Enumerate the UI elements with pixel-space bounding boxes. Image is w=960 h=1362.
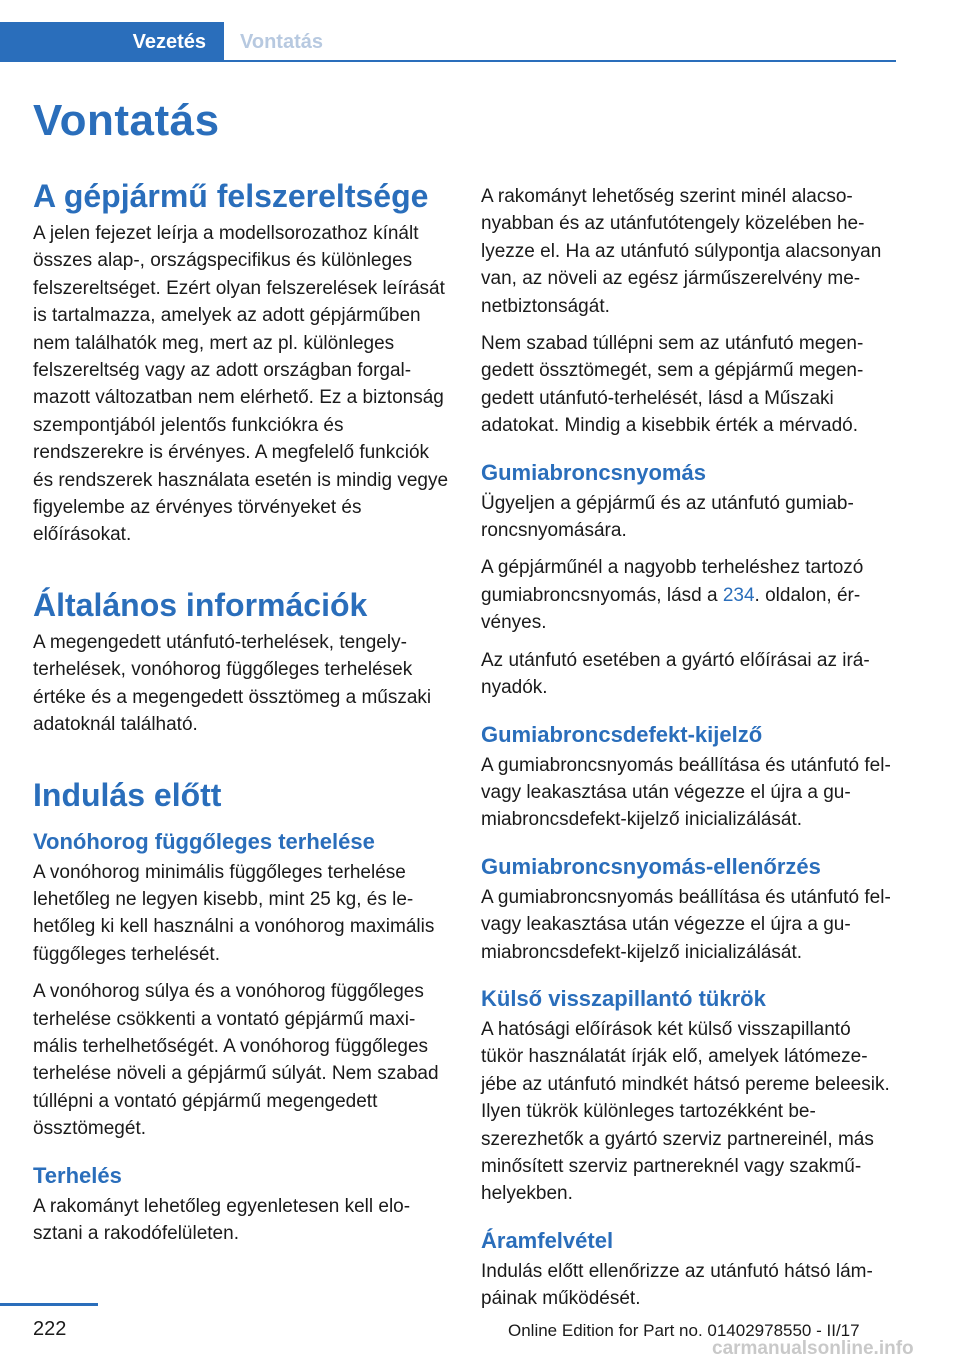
paragraph: A gumiabroncsnyomás beállítása és utánfutó fel- vagy leakasztása után végezze el újra a gumiabroncsdefekt-kijelző inicializálását. (481, 754, 891, 831)
paragraph: Indulás előtt ellenőrizze az utánfutó hátsó lámpáinak működését. (481, 1260, 873, 1310)
watermark: carmanualsonline.info (712, 1338, 914, 1359)
page-reference-link[interactable]: 234 (722, 584, 755, 606)
header-divider (224, 60, 896, 62)
footer-divider (0, 1303, 98, 1306)
section-heading-altalanos: Általános információk (33, 586, 368, 623)
page-header (0, 0, 960, 62)
paragraph: A rakományt lehetőség szerint minél alacsonyabban és az utánfutótengely közelében helyezze el. Ha az utánfutó súlypontja alacsonyan van, az növeli az egész járműszerelvény menetbiztonságát. (481, 186, 882, 317)
section-tab-vontatas[interactable]: Vontatás (240, 30, 323, 53)
paragraph: A hatósági előírások két külső visszapillantó tükör használatát írják elő, amelyek látómezejébe az utánfutó mindkét hátsó pereme beleesik. Ilyen tükrök különleges tartozékként beszerezhetők a gyártó szerviz partnereinél, más minősített szerviz partnereknél vagy szakműhelyekben. (481, 1018, 890, 1205)
chapter-tab-vezetes[interactable]: Vezetés (0, 22, 224, 62)
text-span: . oldalon, érvényes. (481, 584, 861, 634)
section-heading-felszereltseg: A gépjármű felszereltsége (33, 178, 429, 214)
subheading-vonohorog: Vonóhorog függőleges terhelése (33, 828, 375, 854)
paragraph: A vonóhorog súlya és a vonóhorog függőleges terhelése csökkenti a vontató gépjármű maximális terhelhetőségét. A vonóhorog függőleges terhelése növeli a gépjármű súlyát. Nem szabad túllépni a vontató gépjármű megengedett össztömegét. (33, 981, 439, 1140)
section-heading-indulas-elott: Indulás előtt (33, 776, 222, 813)
subheading-nyomas-ellenorzes: Gumiabroncsnyomás-ellenőrzés (481, 853, 821, 879)
paragraph: A jelen fejezet leírja a modellsorozathoz kínált összes alap-, országspecifikus és különleges felszereltséget. Ezért olyan felszerelések leírását is tartalmazza, amelyek az adott gépjárműben nem találhatók meg, mert az pl. különleges felszereltség vagy az adott országban forgalmazott változatban nem elérhető. Ez a biztonság szempontjából jelentős funkciókra és rendszerekre is érvényes. A megfelelő funkciók és rendszerek használata esetén is mindig vegye figyelembe az érvényes törvényeket és előírásokat. (33, 223, 449, 546)
right-column (481, 183, 897, 1323)
left-column (33, 176, 449, 1257)
page-title: Vontatás (33, 96, 220, 145)
paragraph: Ügyeljen a gépjármű és az utánfutó gumiabroncsnyomására. (481, 492, 854, 542)
subheading-terheles: Terhelés (33, 1162, 122, 1188)
paragraph: A gumiabroncsnyomás beállítása és utánfutó fel- vagy leakasztása után végezze el újra a gumiabroncsdefekt-kijelző inicializálását. (481, 886, 891, 963)
subheading-defekt-kijelzo: Gumiabroncsdefekt-kijelző (481, 721, 763, 747)
paragraph: Nem szabad túllépni sem az utánfutó megengedett össztömegét, sem a gépjármű megengedett utánfutó-terhelését, lásd a Műszaki adatokat. Mindig a kisebbik érték a mérvadó. (481, 333, 864, 437)
paragraph: A rakományt lehetőleg egyenletesen kell elosztani a rakodófelületen. (33, 1195, 411, 1244)
paragraph: A vonóhorog minimális függőleges terhelése lehetőleg ne legyen kisebb, mint 25 kg, és lehetőleg ki kell használni a vonóhorog maximális függőleges terhelését. (33, 861, 435, 965)
text-span: A gépjárműnél a nagyobb terheléshez tartozó gumiabroncsnyomás, lásd a (481, 557, 864, 606)
subheading-aramfelvetel: Áramfelvétel (481, 1227, 614, 1253)
paragraph (481, 554, 897, 636)
subheading-gumiabroncsnyomas: Gumiabroncsnyomás (481, 459, 706, 485)
paragraph: Az utánfutó esetében a gyártó előírásai az irányadók. (481, 649, 870, 699)
page-number: 222 (33, 1318, 67, 1340)
subheading-tukrok: Külső visszapillantó tükrök (481, 985, 766, 1011)
edition-note: Online Edition for Part no. 01402978550 - II/17 (508, 1321, 860, 1340)
paragraph: A megengedett utánfutó-terhelések, tengelyterhelések, vonóhorog függőleges terhelések értéke és a megengedett össztömeg a műszaki adatoknál található. (33, 631, 432, 736)
